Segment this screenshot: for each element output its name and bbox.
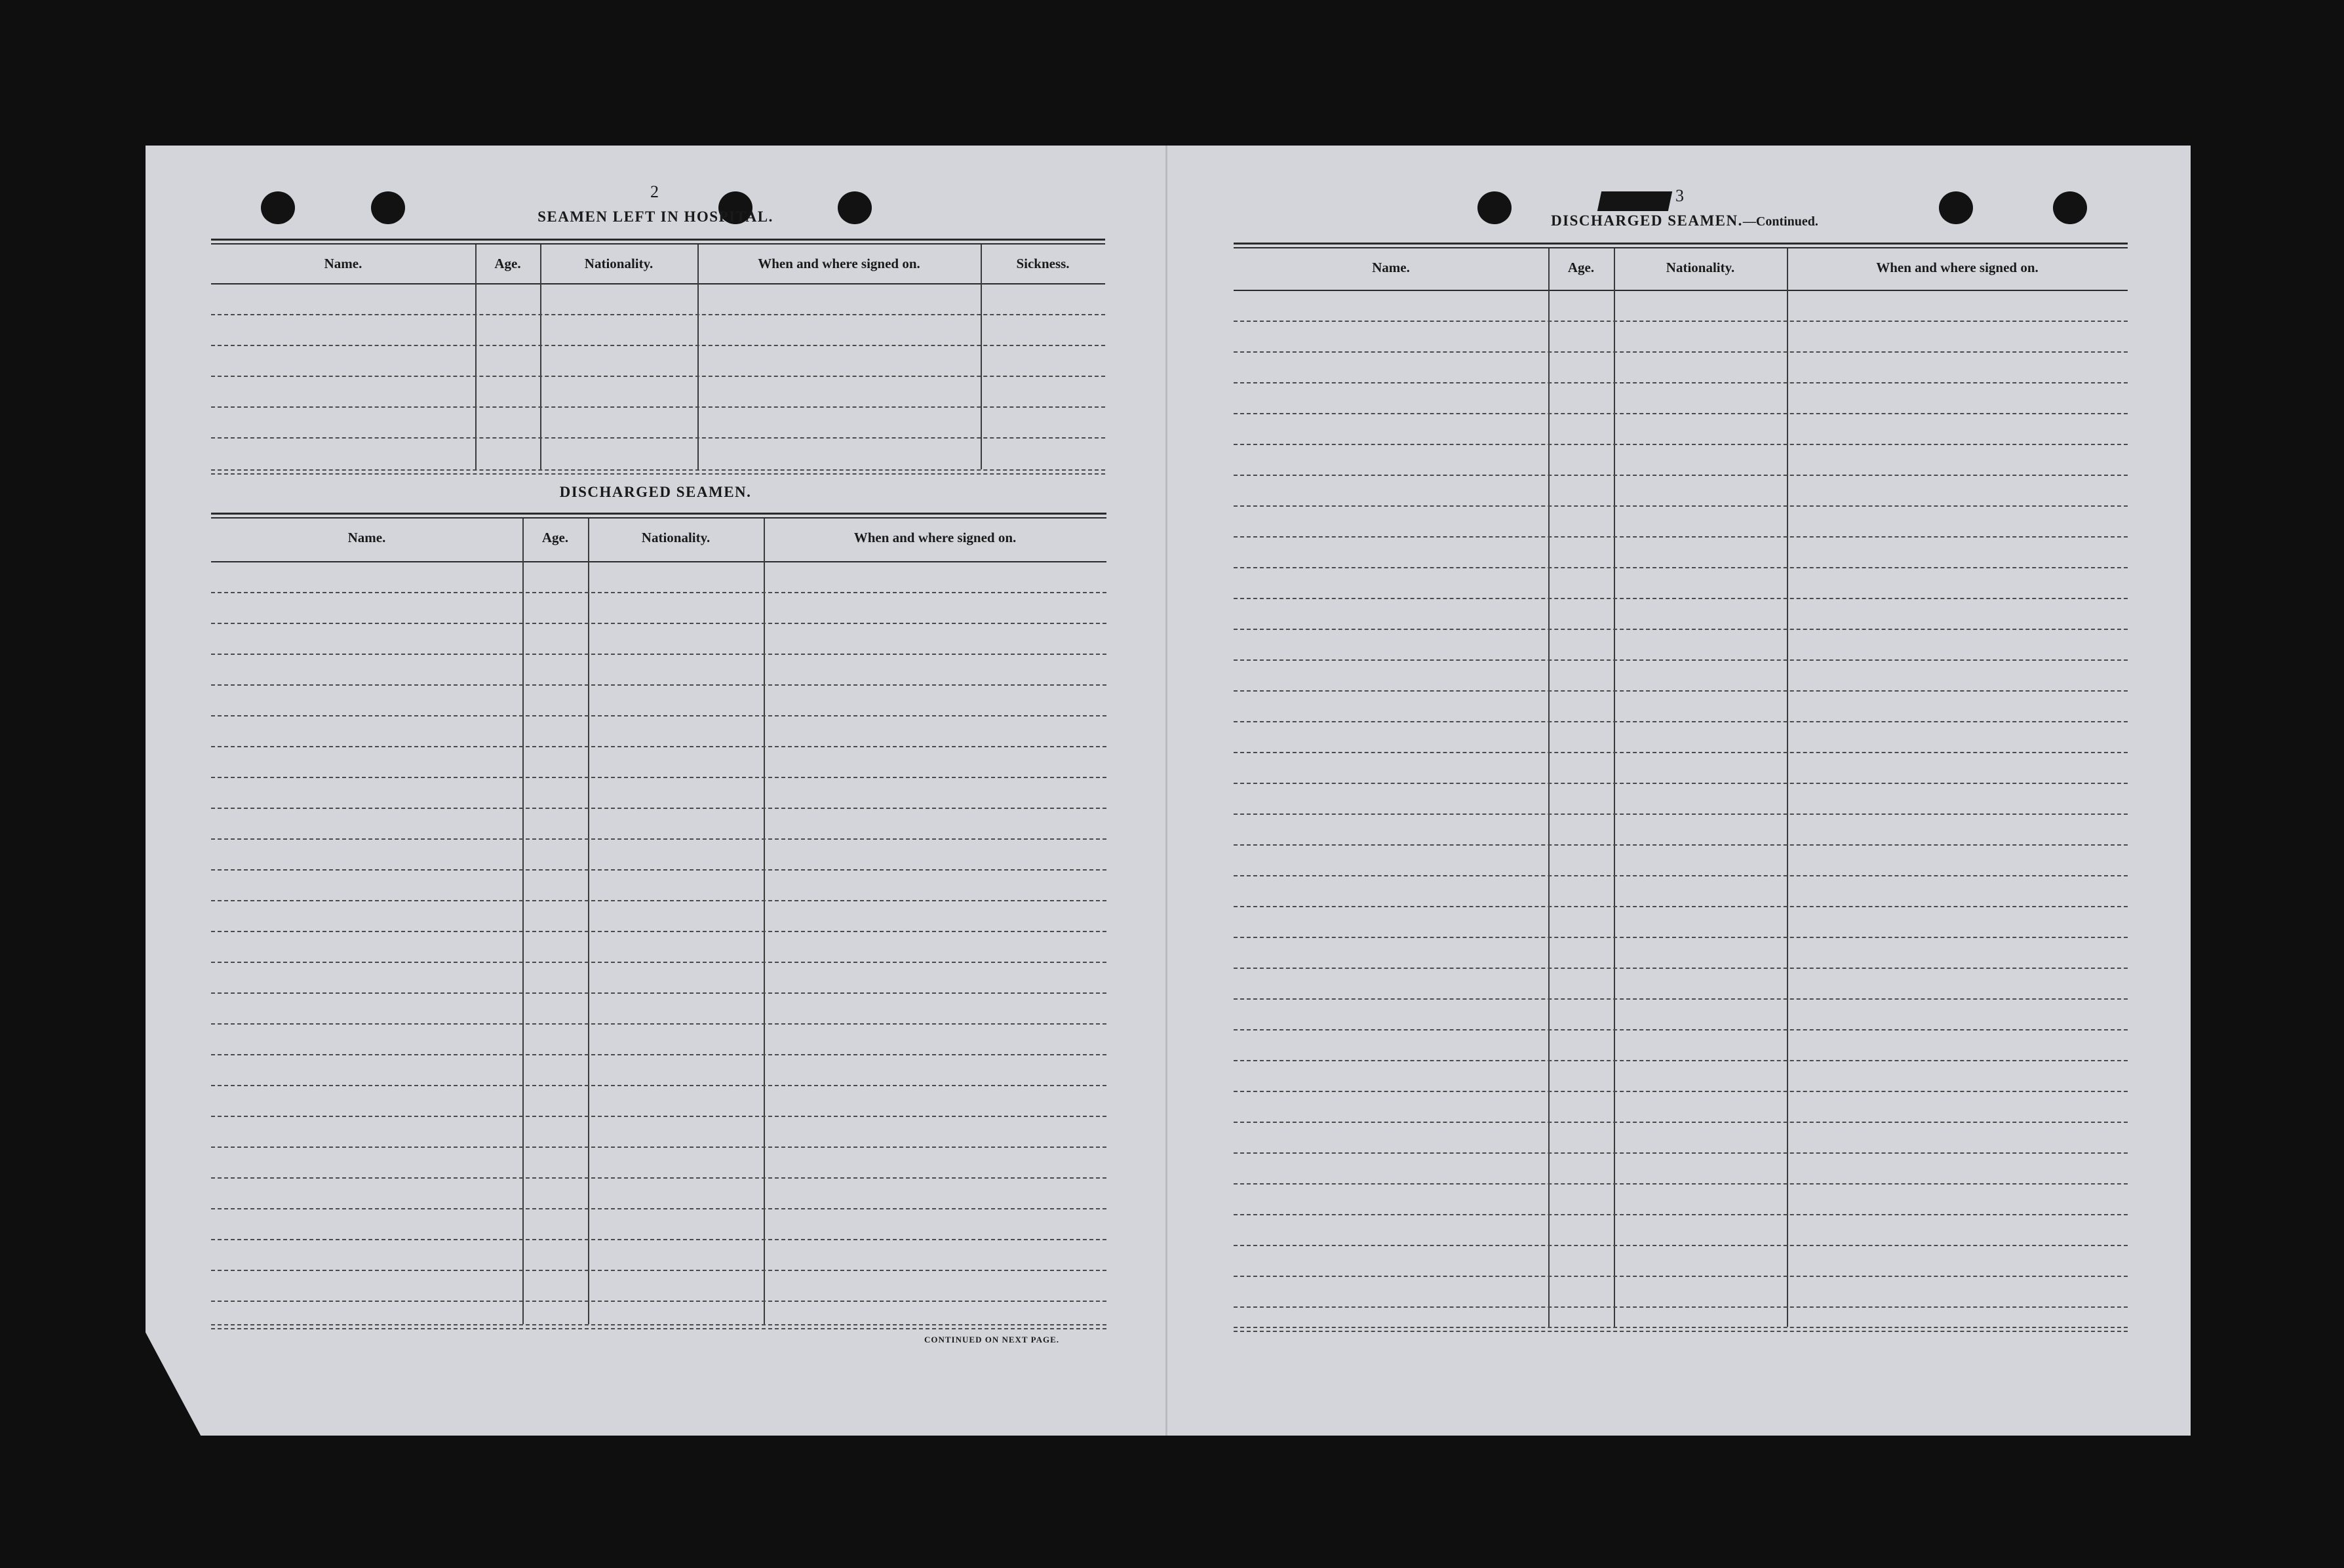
table-top-rule [211,517,1106,519]
column-header: Name. [324,256,362,271]
discharged-section-title: DISCHARGED SEAMEN. [559,484,752,500]
entry-line [211,808,1106,809]
page-number-left: 2 [650,182,659,201]
entry-line [211,1085,1106,1086]
entry-line [1234,1152,2128,1154]
entry-line [1234,659,2128,661]
punch-hole [1939,191,1973,224]
page-number-right: 3 [1675,186,1684,205]
entry-line [1234,721,2128,722]
entry-line [1234,351,2128,353]
table-top-rule [1234,243,2128,245]
column-divider [475,245,477,469]
table-bottom-rule [211,1324,1106,1325]
entry-line [1234,1183,2128,1185]
header-rule [211,283,1105,284]
entry-line [1234,813,2128,815]
form-sheet [146,146,2191,1436]
column-divider [540,245,541,469]
entry-line [1234,1122,2128,1123]
continued-suffix: —Continued. [1742,214,1818,229]
entry-line [1234,598,2128,599]
hospital-section-title: SEAMEN LEFT IN HOSPITAL. [537,208,773,225]
table-bottom-rule [211,473,1105,475]
entry-line [211,931,1106,932]
discharged-continued-title-main: DISCHARGED SEAMEN. [1551,212,1743,229]
entry-line [1234,444,2128,445]
column-header: When and where signed on. [758,256,920,271]
entry-line [211,1239,1106,1240]
column-divider [1548,248,1550,1327]
punch-hole [371,191,405,224]
entry-line [1234,1276,2128,1277]
entry-line [1234,413,2128,414]
entry-line [211,900,1106,901]
entry-line [1234,906,2128,907]
header-rule [211,561,1106,562]
entry-line [211,1177,1106,1179]
column-header: Name. [1372,260,1410,275]
table-top-rule [211,239,1105,241]
column-divider [588,519,589,1324]
entry-line [1234,536,2128,538]
entry-line [211,345,1105,346]
column-divider [764,519,765,1324]
entry-line [211,869,1106,871]
entry-line [211,715,1106,716]
entry-line [1234,321,2128,322]
entry-line [211,992,1106,994]
table-bottom-rule [211,1328,1106,1329]
entry-line [211,376,1105,377]
punch-hole [2053,191,2087,224]
table-top-rule [211,243,1105,245]
entry-line [1234,475,2128,476]
entry-line [1234,998,2128,1000]
entry-line [211,962,1106,963]
entry-line [1234,567,2128,568]
entry-line [1234,690,2128,692]
entry-line [211,437,1105,439]
entry-line [211,684,1106,686]
entry-line [211,406,1105,408]
continued-note: CONTINUED ON NEXT PAGE. [924,1335,1059,1344]
punch-hole [1477,191,1512,224]
column-header: Nationality. [584,256,654,271]
column-divider [981,245,982,469]
column-header: Age. [494,256,521,271]
entry-line [211,1270,1106,1271]
header-rule [1234,290,2128,291]
entry-line [1234,629,2128,630]
ink-smudge [1597,191,1672,211]
entry-line [1234,1214,2128,1215]
entry-line [1234,752,2128,753]
entry-line [211,623,1106,624]
table-bottom-rule [1234,1331,2128,1332]
column-header: Name. [347,530,386,545]
entry-line [1234,1245,2128,1246]
column-divider [1787,248,1788,1327]
entry-line [1234,1091,2128,1092]
entry-line [1234,505,2128,507]
column-divider [697,245,699,469]
column-divider [1614,248,1615,1327]
entry-line [211,777,1106,778]
entry-line [211,654,1106,655]
column-header: Nationality. [1666,260,1735,275]
discharged-continued-title [1508,212,1862,229]
column-header: Age. [541,530,569,545]
column-header: Age. [1567,260,1595,275]
entry-line [1234,1029,2128,1030]
entry-line [211,1054,1106,1055]
entry-line [211,746,1106,747]
column-header: Nationality. [641,530,711,545]
entry-line [211,1116,1106,1117]
entry-line [1234,783,2128,784]
punch-hole [261,191,295,224]
entry-line [211,1208,1106,1209]
table-top-rule [1234,247,2128,248]
entry-line [211,592,1106,593]
column-header: When and where signed on. [1876,260,2039,275]
entry-line [211,838,1106,840]
column-header: Sickness. [1016,256,1070,271]
entry-line [1234,382,2128,383]
table-bottom-rule [211,469,1105,471]
entry-line [211,1301,1106,1302]
column-divider [522,519,524,1324]
page-fold [1165,146,1167,1436]
table-bottom-rule [1234,1327,2128,1328]
entry-line [1234,844,2128,846]
entry-line [211,1147,1106,1148]
entry-line [211,314,1105,315]
column-header: When and where signed on. [853,530,1017,545]
entry-line [211,1023,1106,1025]
entry-line [1234,937,2128,938]
entry-line [1234,1306,2128,1308]
entry-line [1234,875,2128,876]
entry-line [1234,1060,2128,1061]
table-top-rule [211,513,1106,515]
entry-line [1234,968,2128,969]
